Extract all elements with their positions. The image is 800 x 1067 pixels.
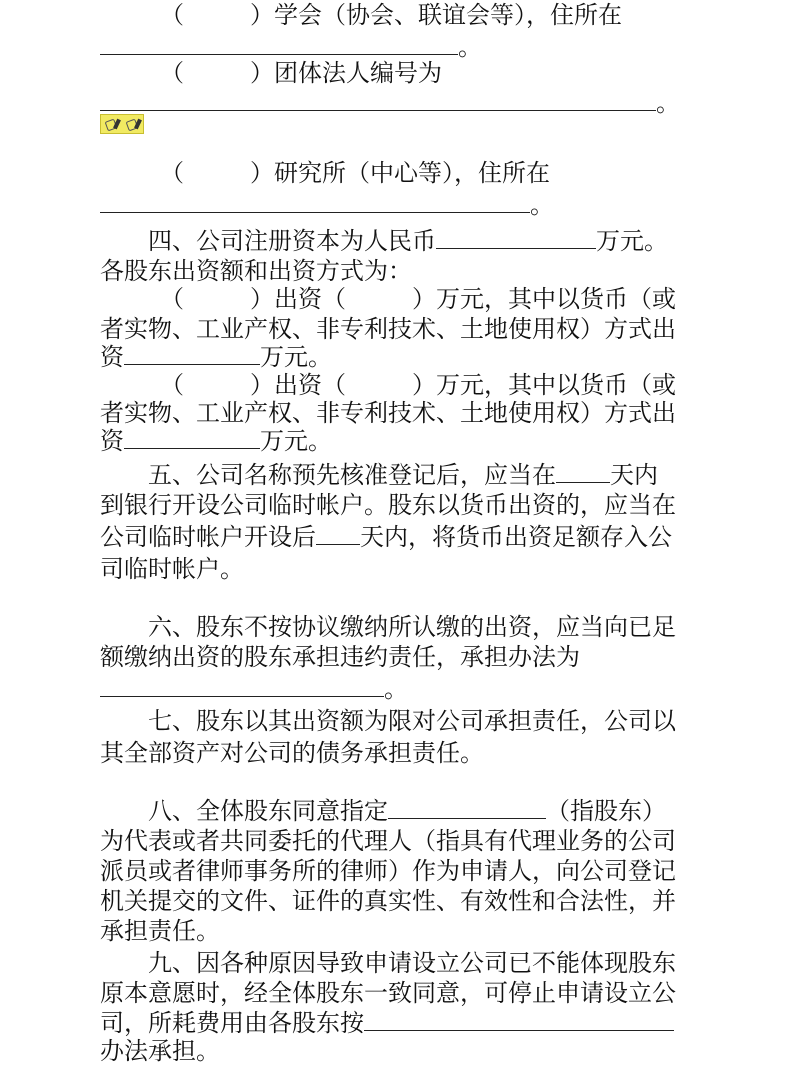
form-field-icon: [126, 118, 140, 130]
representative-blank[interactable]: [388, 796, 546, 819]
clause-5-line: 公司临时帐户开设后 天内，将货币出资足额存入公: [100, 523, 672, 551]
clause-society-line: [160, 0, 622, 30]
amount-blank[interactable]: [124, 426, 260, 449]
clause-text: 学会（协会、联谊会等），住所在: [274, 1, 622, 29]
clause-5-line: 到银行开设公司临时帐户。股东以货币出资的，应当在: [100, 491, 676, 519]
paren-open: （: [160, 1, 184, 29]
paren-close: ）: [250, 1, 274, 29]
number-blank-line: 。: [100, 88, 680, 118]
fill-blank[interactable]: [100, 88, 656, 111]
contribution-line: 者实物、工业产权、非专利技术、土地使用权）方式出: [100, 315, 676, 343]
clause-8-line: 派员或者律师事务所的律师）作为申请人，向公司登记: [100, 857, 676, 885]
days-blank[interactable]: [556, 460, 610, 483]
clause-7-line: 七、股东以其出资额为限对公司承担责任，公司以: [148, 707, 676, 735]
contribution-line: （ ）出资（ ）万元，其中以货币（或: [160, 371, 676, 399]
clause-9-line: 办法承担。: [100, 1037, 220, 1065]
amount-blank[interactable]: [124, 342, 260, 365]
contribution-line: （ ）出资（ ）万元，其中以货币（或: [160, 285, 676, 313]
clause-text: 研究所（中心等），住所在: [274, 159, 550, 187]
form-field-icon: [105, 118, 119, 130]
address-blank-line: 。: [100, 190, 554, 220]
clause-8-line: 八、全体股东同意指定 （指股东）: [148, 797, 666, 825]
clause-9-line: 九、因各种原因导致申请设立公司已不能体现股东: [148, 949, 676, 977]
clause-institute-line: （ ）研究所（中心等），住所在: [160, 159, 550, 187]
clause-8-line: 机关提交的文件、证件的真实性、有效性和合法性，并: [100, 887, 676, 915]
clause-6-line: 六、股东不按协议缴纳所认缴的出资，应当向已足: [148, 613, 676, 641]
clause-8-line: 为代表或者共同委托的代理人（指具有代理业务的公司: [100, 827, 676, 855]
clause-4-line: 四、公司注册资本为人民币 万元。: [148, 227, 668, 255]
days-blank[interactable]: [316, 522, 360, 545]
clause-5-line: 司临时帐户。: [100, 555, 244, 583]
clause-4-line: 各股东出资额和出资方式为：: [100, 257, 412, 285]
contribution-line: 资 万元。: [100, 343, 332, 371]
fill-blank[interactable]: [100, 32, 458, 55]
address-blank-line: 。: [100, 32, 482, 62]
method-blank[interactable]: [100, 674, 384, 697]
fill-blank[interactable]: [100, 190, 530, 213]
clause-9-line: 原本意愿时，经全体股东一致同意，可停止申请设立公: [100, 979, 676, 1007]
clause-9-line: 司，所耗费用由各股东按: [100, 1008, 674, 1038]
clause-6-line: 额缴纳出资的股东承担违约责任，承担办法为: [100, 643, 580, 671]
form-field-marker[interactable]: [100, 114, 144, 134]
clause-8-line: 承担责任。: [100, 917, 220, 945]
contribution-line: 者实物、工业产权、非专利技术、土地使用权）方式出: [100, 399, 676, 427]
contribution-line: 资 万元。: [100, 427, 332, 455]
method-blank[interactable]: [364, 1008, 674, 1031]
clause-7-line: 其全部资产对公司的债务承担责任。: [100, 739, 484, 767]
clause-text: 团体法人编号为: [274, 59, 442, 87]
clause-5-line: 五、公司名称预先核准登记后，应当在 天内: [148, 461, 658, 489]
capital-blank[interactable]: [436, 226, 596, 249]
clause-6-line: 。: [100, 674, 408, 704]
clause-legal-entity-line: （ ）团体法人编号为: [160, 59, 442, 87]
